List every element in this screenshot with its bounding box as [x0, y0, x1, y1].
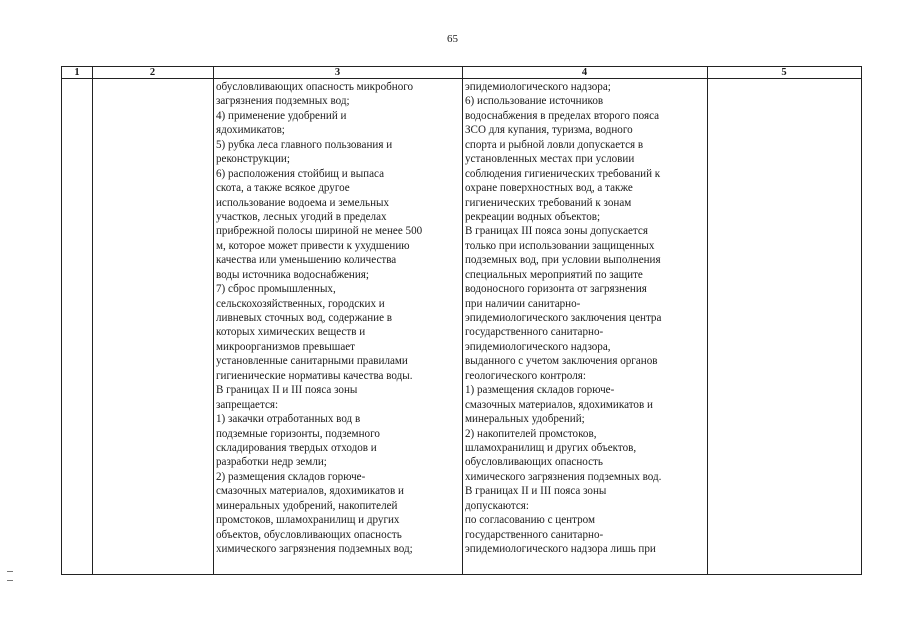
- table-header-row: [62, 67, 861, 79]
- text-line: охране поверхностных вод, а также: [465, 182, 633, 195]
- text-line: разработки недр земли;: [216, 456, 327, 469]
- text-line: эпидемиологического надзора,: [465, 340, 611, 353]
- text-line: геологического контроля:: [465, 369, 586, 382]
- text-line: эпидемиологического заключения центра: [465, 312, 662, 324]
- column-divider: [707, 67, 708, 574]
- header-col-5: 5: [781, 67, 787, 78]
- text-line: скота, а также всякое другое: [216, 182, 350, 195]
- text-line: выданного с учетом заключения органов: [465, 355, 658, 368]
- text-line: государственного санитарно-: [465, 326, 604, 339]
- text-line: загрязнения подземных вод;: [216, 95, 350, 108]
- text-line: эпидемиологического надзора;: [465, 81, 611, 93]
- text-line: смазочных материалов, ядохимикатов и: [216, 485, 404, 498]
- text-line: 6) расположения стойбищ и выпаса: [216, 167, 384, 180]
- text-line: запрещается:: [216, 398, 279, 411]
- text-line: рекреации водных объектов;: [465, 210, 601, 223]
- column-divider: [213, 67, 214, 574]
- text-line: обусловливающих опасность: [465, 456, 603, 469]
- text-line: допускаются:: [465, 499, 529, 512]
- text-line: объектов, обусловливающих опасность: [216, 528, 402, 541]
- text-line: складирования твердых отходов и: [216, 441, 377, 454]
- text-line: установленные санитарными правилами: [216, 355, 408, 368]
- text-line: эпидемиологического надзора лишь при: [465, 543, 656, 555]
- text-line: 1) размещения складов горюче-: [465, 384, 615, 397]
- text-line: только при использовании защищенных: [465, 239, 655, 252]
- column-divider: [462, 67, 463, 574]
- text-line: 7) сброс промышленных,: [216, 283, 336, 296]
- text-line: шламохранилищ и других объектов,: [465, 441, 637, 454]
- text-line: химического загрязнения подземных вод.: [465, 470, 662, 483]
- regulation-table: [61, 66, 862, 575]
- text-line: обусловливающих опасность микробного: [216, 81, 414, 93]
- text-line: водоносного горизонта от загрязнения: [465, 283, 647, 296]
- text-line: ливневых сточных вод, содержание в: [216, 312, 393, 324]
- text-line: 2) накопителей промстоков,: [465, 427, 597, 440]
- page-number: 65: [447, 33, 458, 45]
- text-line: минеральных удобрений;: [465, 413, 585, 426]
- header-col-1: 1: [74, 67, 80, 78]
- text-line: микроорганизмов превышает: [216, 340, 356, 353]
- text-line: воды источника водоснабжения;: [216, 268, 369, 281]
- text-line: 4) применение удобрений и: [216, 109, 347, 122]
- text-line: установленных местах при условии: [465, 153, 635, 166]
- text-line: 1) закачки отработанных вод в: [216, 413, 361, 426]
- text-line: 5) рубка леса главного пользования и: [216, 138, 393, 151]
- text-line: сельскохозяйственных, городских и: [216, 297, 385, 310]
- column-3-text: [216, 80, 461, 556]
- text-line: гигиенические нормативы качества воды.: [216, 369, 413, 382]
- text-line: 6) использование источников: [465, 95, 604, 108]
- header-col-3: 3: [334, 67, 341, 78]
- text-line: качества или уменьшению количества: [216, 254, 397, 267]
- text-line: которых химических веществ и: [216, 326, 366, 339]
- text-line: при наличии санитарно-: [465, 297, 581, 310]
- text-line: подземных вод, при условии выполнения: [465, 254, 661, 267]
- text-line: В границах II и III пояса зоны: [216, 384, 358, 397]
- column-4-text: [465, 80, 706, 556]
- text-line: промстоков, шламохранилищ и других: [216, 514, 400, 527]
- column-divider: [92, 67, 93, 574]
- text-line: В границах III пояса зоны допускается: [465, 225, 648, 238]
- text-line: использование водоема и земельных: [216, 196, 390, 209]
- text-line: реконструкции;: [216, 153, 290, 166]
- text-line: ЗСО для купания, туризма, водного: [465, 124, 633, 137]
- text-line: водоснабжения в пределах второго пояса: [465, 109, 660, 122]
- header-col-4: 4: [581, 67, 588, 78]
- text-line: участков, лесных угодий в пределах: [216, 210, 387, 223]
- text-line: м, которое может привести к ухудшению: [216, 239, 410, 252]
- text-line: специальных мероприятий по защите: [465, 268, 643, 281]
- text-line: подземные горизонты, подземного: [216, 427, 380, 440]
- text-line: В границах II и III пояса зоны: [465, 485, 607, 498]
- text-line: спорта и рыбной ловли допускается в: [465, 138, 644, 151]
- text-line: по согласованию с центром: [465, 514, 595, 527]
- text-line: ядохимикатов;: [216, 124, 285, 137]
- text-line: прибрежной полосы шириной не менее 500: [216, 225, 423, 238]
- text-line: химического загрязнения подземных вод;: [216, 543, 413, 555]
- text-line: 2) размещения складов горюче-: [216, 470, 366, 483]
- margin-mark: [7, 580, 13, 581]
- margin-mark: [7, 571, 13, 572]
- text-line: минеральных удобрений, накопителей: [216, 499, 398, 512]
- text-line: смазочных материалов, ядохимикатов и: [465, 398, 653, 411]
- header-col-2: 2: [149, 67, 156, 78]
- text-line: государственного санитарно-: [465, 528, 604, 541]
- text-line: соблюдения гигиенических требований к: [465, 167, 661, 180]
- text-line: гигиенических требований к зонам: [465, 196, 632, 209]
